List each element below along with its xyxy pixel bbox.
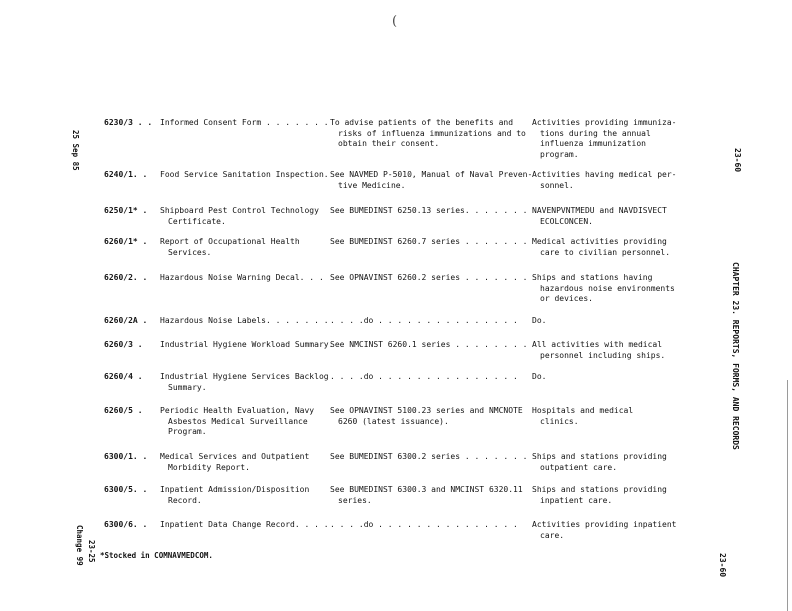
form-submitted-by-line: Activities having medical per- bbox=[532, 170, 677, 179]
form-submitted-by-line: NAVENPVNTMEDU and NAVDISVECT bbox=[532, 206, 667, 215]
form-title bbox=[160, 372, 332, 393]
form-submitted-by-line: clinics. bbox=[540, 416, 579, 426]
form-provision-line: See BUMEDINST 6250.13 series. . . . . . . bbox=[330, 206, 528, 215]
form-provision-line: . . . .do . . . . . . . . . . . . . . . bbox=[330, 316, 518, 325]
form-submitted-by-line: Ships and stations having bbox=[532, 273, 653, 282]
form-submitted-by-line: program. bbox=[540, 149, 579, 159]
form-submitted-by bbox=[532, 170, 692, 191]
form-title bbox=[160, 406, 332, 438]
margin-date: 25 Sep 85 bbox=[71, 130, 80, 171]
form-number bbox=[104, 485, 162, 496]
form-number bbox=[104, 372, 162, 383]
form-provision bbox=[330, 170, 533, 191]
form-title bbox=[160, 118, 332, 129]
scan-mark: ( bbox=[392, 14, 398, 29]
form-provision-line: series. bbox=[338, 495, 372, 505]
form-submitted-by bbox=[532, 118, 692, 160]
form-number bbox=[104, 406, 162, 417]
form-provision bbox=[330, 406, 530, 427]
margin-left-page-ref: 23-25 bbox=[87, 540, 96, 563]
form-title-line: Shipboard Pest Control Technology bbox=[160, 206, 319, 215]
form-title-line: Report of Occupational Health bbox=[160, 237, 300, 246]
form-number-text: 6300/5. . bbox=[104, 485, 148, 494]
form-number bbox=[104, 340, 162, 351]
form-title bbox=[160, 273, 332, 284]
form-submitted-by-line: outpatient care. bbox=[540, 462, 618, 472]
page-edge-line bbox=[787, 380, 788, 611]
form-submitted-by-line: personnel including ships. bbox=[540, 350, 666, 360]
form-submitted-by bbox=[532, 372, 692, 383]
form-provision-line: See OPNAVINST 6260.2 series . . . . . . . bbox=[330, 273, 528, 282]
form-provision bbox=[330, 485, 530, 506]
form-number-text: 6300/1. . bbox=[104, 452, 148, 461]
form-submitted-by bbox=[532, 206, 692, 227]
form-title-line: Morbidity Report. bbox=[168, 462, 250, 472]
margin-page-number-top: 23-60 bbox=[733, 148, 742, 173]
form-number bbox=[104, 118, 162, 129]
form-submitted-by-line: All activities with medical bbox=[532, 340, 663, 349]
form-provision bbox=[330, 520, 530, 531]
form-number bbox=[104, 273, 162, 284]
form-provision-line: obtain their consent. bbox=[338, 139, 440, 148]
form-number bbox=[104, 206, 162, 217]
form-title-line: Industrial Hygiene Services Backlog bbox=[160, 372, 329, 381]
form-provision bbox=[330, 206, 530, 217]
form-title bbox=[160, 206, 332, 227]
form-submitted-by-line: Do. bbox=[532, 316, 547, 325]
form-provision-line: . . . .do . . . . . . . . . . . . . . . bbox=[330, 372, 518, 381]
form-title bbox=[160, 340, 332, 351]
form-number bbox=[104, 316, 162, 327]
form-provision bbox=[330, 316, 530, 327]
form-title-line: Program. bbox=[168, 427, 207, 436]
form-provision bbox=[330, 118, 530, 150]
form-title-line: Summary. bbox=[168, 382, 207, 392]
form-submitted-by-line: hazardous noise environments bbox=[540, 283, 675, 293]
form-submitted-by-line: Hospitals and medical bbox=[532, 406, 634, 415]
form-provision-line: See NAVMED P-5010, Manual of Naval Preven- bbox=[330, 170, 533, 179]
form-number-text: 6260/4 . bbox=[104, 372, 143, 381]
form-provision-line: tive Medicine. bbox=[338, 180, 406, 190]
form-title-line: Hazardous Noise Labels. . . . . . . bbox=[160, 316, 329, 325]
form-number-text: 6230/3 . . bbox=[104, 118, 153, 127]
form-title-line: Hazardous Noise Warning Decal. . . bbox=[160, 273, 324, 282]
form-number-text: 6300/6. . bbox=[104, 520, 148, 529]
footnote: *Stocked in COMNAVMEDCOM. bbox=[100, 551, 213, 560]
form-number bbox=[104, 452, 162, 463]
form-title-line: Food Service Sanitation Inspection. bbox=[160, 170, 329, 179]
form-number-text: 6260/2. . bbox=[104, 273, 148, 282]
form-number-text: 6260/3 . bbox=[104, 340, 143, 349]
form-title-line: Industrial Hygiene Workload Summary. bbox=[160, 340, 334, 349]
form-provision bbox=[330, 237, 530, 248]
form-title-line: Record. bbox=[168, 495, 202, 505]
form-title bbox=[160, 316, 332, 327]
form-number bbox=[104, 237, 162, 248]
form-submitted-by bbox=[532, 237, 692, 258]
form-submitted-by-line: Medical activities providing bbox=[532, 237, 667, 246]
form-submitted-by-line: care. bbox=[540, 530, 565, 540]
form-submitted-by bbox=[532, 452, 692, 473]
form-provision-line: See BUMEDINST 6300.3 and NMCINST 6320.11 bbox=[330, 485, 523, 494]
form-submitted-by bbox=[532, 406, 692, 427]
form-provision bbox=[330, 372, 530, 383]
form-title bbox=[160, 485, 332, 506]
form-submitted-by-line: inpatient care. bbox=[540, 495, 613, 505]
form-provision bbox=[330, 273, 530, 284]
margin-chapter-title: CHAPTER 23. REPORTS, FORMS, AND RECORDS bbox=[731, 262, 740, 450]
form-submitted-by bbox=[532, 273, 692, 305]
form-provision bbox=[330, 340, 530, 351]
form-submitted-by-line: care to civilian personnel. bbox=[540, 247, 671, 257]
form-number-text: 6260/1* . bbox=[104, 237, 148, 246]
form-title-line: Asbestos Medical Surveillance bbox=[168, 416, 308, 426]
form-title bbox=[160, 520, 332, 531]
form-submitted-by-line: influenza immunization bbox=[540, 139, 646, 148]
form-submitted-by bbox=[532, 316, 692, 327]
form-provision-line: To advise patients of the benefits and bbox=[330, 118, 514, 127]
form-submitted-by bbox=[532, 340, 692, 361]
margin-left-change: Change 99 bbox=[75, 525, 84, 566]
form-provision-line: . . . .do . . . . . . . . . . . . . . . bbox=[330, 520, 518, 529]
form-submitted-by bbox=[532, 485, 692, 506]
form-submitted-by bbox=[532, 520, 692, 541]
form-submitted-by-line: Ships and stations providing bbox=[532, 485, 667, 494]
form-number-text: 6260/5 . bbox=[104, 406, 143, 415]
margin-page-number-bottom: 23-60 bbox=[718, 553, 727, 578]
form-title-line: Inpatient Data Change Record. . . . bbox=[160, 520, 329, 529]
form-number-text: 6240/1. . bbox=[104, 170, 148, 179]
form-title-line: Inpatient Admission/Disposition bbox=[160, 485, 310, 494]
form-submitted-by-line: or devices. bbox=[540, 294, 593, 303]
form-provision bbox=[330, 452, 530, 463]
form-title bbox=[160, 237, 332, 258]
form-title-line: Services. bbox=[168, 247, 212, 257]
form-title-line: Medical Services and Outpatient bbox=[160, 452, 310, 461]
form-title bbox=[160, 452, 332, 473]
form-submitted-by-line: Activities providing immuniza- bbox=[532, 118, 677, 127]
form-number bbox=[104, 170, 162, 181]
form-title-line: Informed Consent Form . . . . . . . bbox=[160, 118, 329, 127]
form-submitted-by-line: Activities providing inpatient bbox=[532, 520, 677, 529]
form-provision-line: See BUMEDINST 6300.2 series . . . . . . . bbox=[330, 452, 528, 461]
form-submitted-by-line: tions during the annual bbox=[540, 128, 651, 138]
form-submitted-by-line: Do. bbox=[532, 372, 547, 381]
form-provision-line: See OPNAVINST 5100.23 series and NMCNOTE bbox=[330, 406, 523, 415]
form-title bbox=[160, 170, 332, 181]
form-number-text: 6250/1* . bbox=[104, 206, 148, 215]
form-number-text: 6260/2A . bbox=[104, 316, 148, 325]
form-submitted-by-line: Ships and stations providing bbox=[532, 452, 667, 461]
form-title-line: Periodic Health Evaluation, Navy bbox=[160, 406, 315, 415]
form-title-line: Certificate. bbox=[168, 216, 226, 226]
form-provision-line: See NMCINST 6260.1 series . . . . . . . . bbox=[330, 340, 528, 349]
form-provision-line: See BUMEDINST 6260.7 series . . . . . . . bbox=[330, 237, 528, 246]
form-submitted-by-line: ECOLCONCEN. bbox=[540, 216, 593, 226]
form-provision-line: 6260 (latest issuance). bbox=[338, 416, 449, 426]
form-provision-line: risks of influenza immunizations and to bbox=[338, 128, 526, 138]
form-number bbox=[104, 520, 162, 531]
form-submitted-by-line: sonnel. bbox=[540, 180, 574, 190]
